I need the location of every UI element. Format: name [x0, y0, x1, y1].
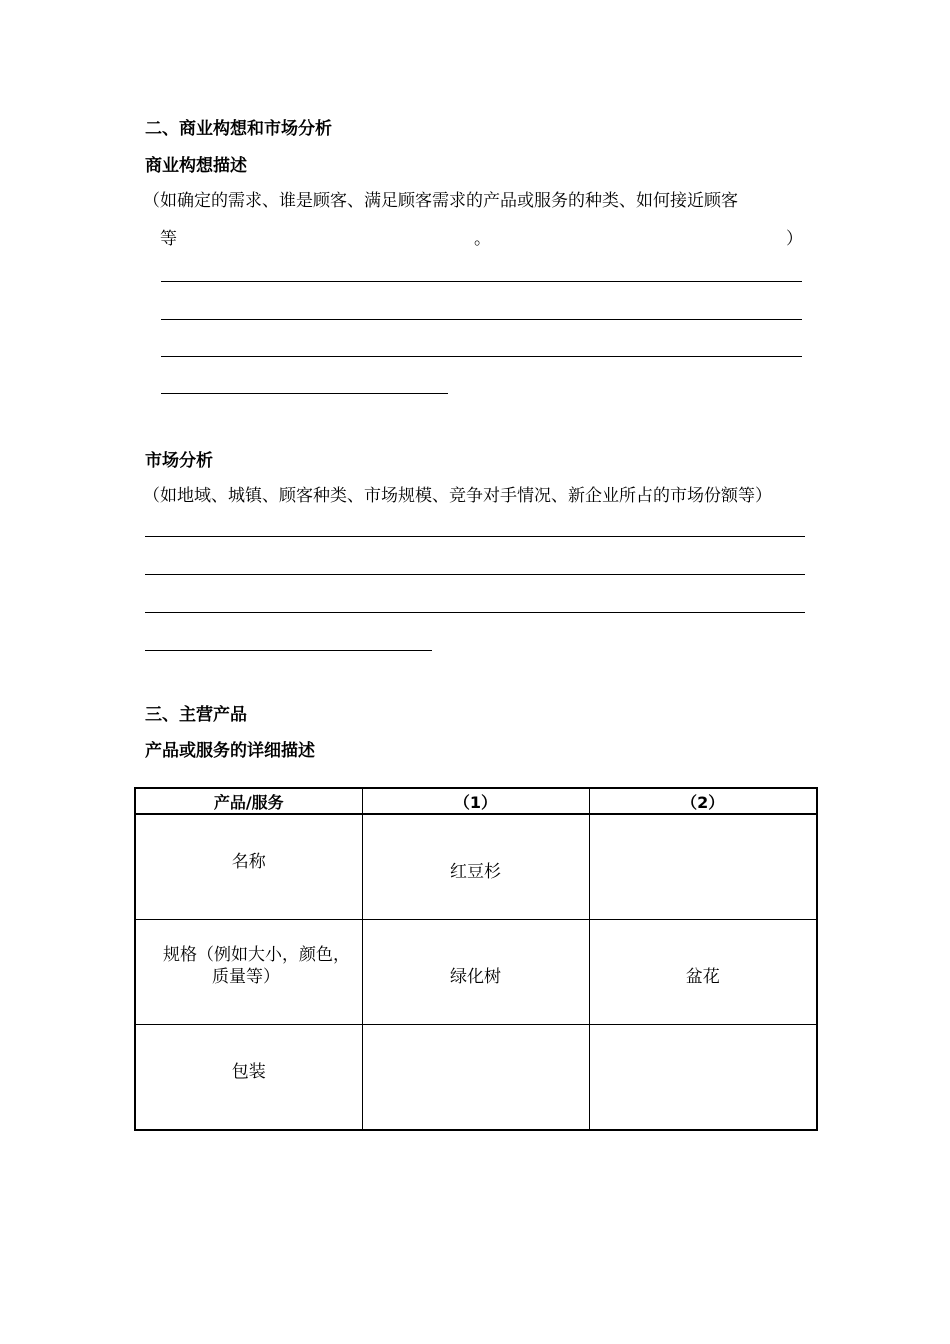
row-label-name — [135, 814, 362, 920]
table-row — [135, 920, 817, 1025]
row-label-package-text: 包装 — [231, 1062, 266, 1082]
header-col-2: （2） — [589, 788, 817, 814]
spec-cell-2[interactable] — [589, 920, 817, 1025]
product-table — [134, 787, 818, 1131]
concept-hint-line1: （如确定的需求、谁是顾客、满足顾客需求的产品或服务的种类、如何接近顾客 — [143, 191, 738, 211]
section-2-title: 二、商业构想和市场分析 — [145, 119, 332, 139]
concept-answer-line[interactable] — [161, 319, 802, 320]
row-label-spec-line2: 质量等） — [212, 967, 280, 987]
spec-cell-2-text: 盆花 — [685, 967, 720, 987]
market-hint: （如地域、城镇、顾客种类、市场规模、竞争对手情况、新企业所占的市场份额等） — [143, 486, 772, 506]
table-row — [135, 814, 817, 920]
market-answer-line[interactable] — [145, 574, 805, 575]
market-heading: 市场分析 — [145, 451, 213, 471]
row-label-spec-line1: 规格（例如大小，颜色， — [163, 945, 350, 965]
row-label-spec — [135, 920, 362, 1025]
concept-hint-line2-close: ） — [786, 229, 803, 249]
market-answer-line[interactable] — [145, 650, 432, 651]
spec-cell-1-text: 绿化树 — [450, 967, 501, 987]
detail-heading: 产品或服务的详细描述 — [145, 741, 315, 761]
concept-answer-line[interactable] — [161, 281, 802, 282]
spec-cell-1[interactable] — [362, 920, 589, 1025]
header-product-service: 产品/服务 — [135, 788, 362, 814]
table-row — [135, 1025, 817, 1131]
package-cell-2[interactable] — [589, 1025, 817, 1131]
name-cell-1[interactable] — [362, 814, 589, 920]
concept-hint-line2-period: 。 — [474, 229, 491, 249]
concept-answer-line[interactable] — [161, 356, 802, 357]
name-cell-1-text: 红豆杉 — [450, 862, 501, 882]
concept-answer-line[interactable] — [161, 393, 448, 394]
market-answer-line[interactable] — [145, 612, 805, 613]
table-header-row — [135, 788, 817, 814]
market-answer-line[interactable] — [145, 536, 805, 537]
name-cell-2[interactable] — [589, 814, 817, 920]
section-3-title: 三、主营产品 — [145, 705, 247, 725]
row-label-package — [135, 1025, 362, 1131]
concept-heading: 商业构想描述 — [145, 156, 247, 176]
package-cell-1[interactable] — [362, 1025, 589, 1131]
concept-hint-line2-start: 等 — [160, 229, 177, 249]
row-label-name-text: 名称 — [231, 852, 266, 872]
header-col-1: （1） — [362, 788, 589, 814]
